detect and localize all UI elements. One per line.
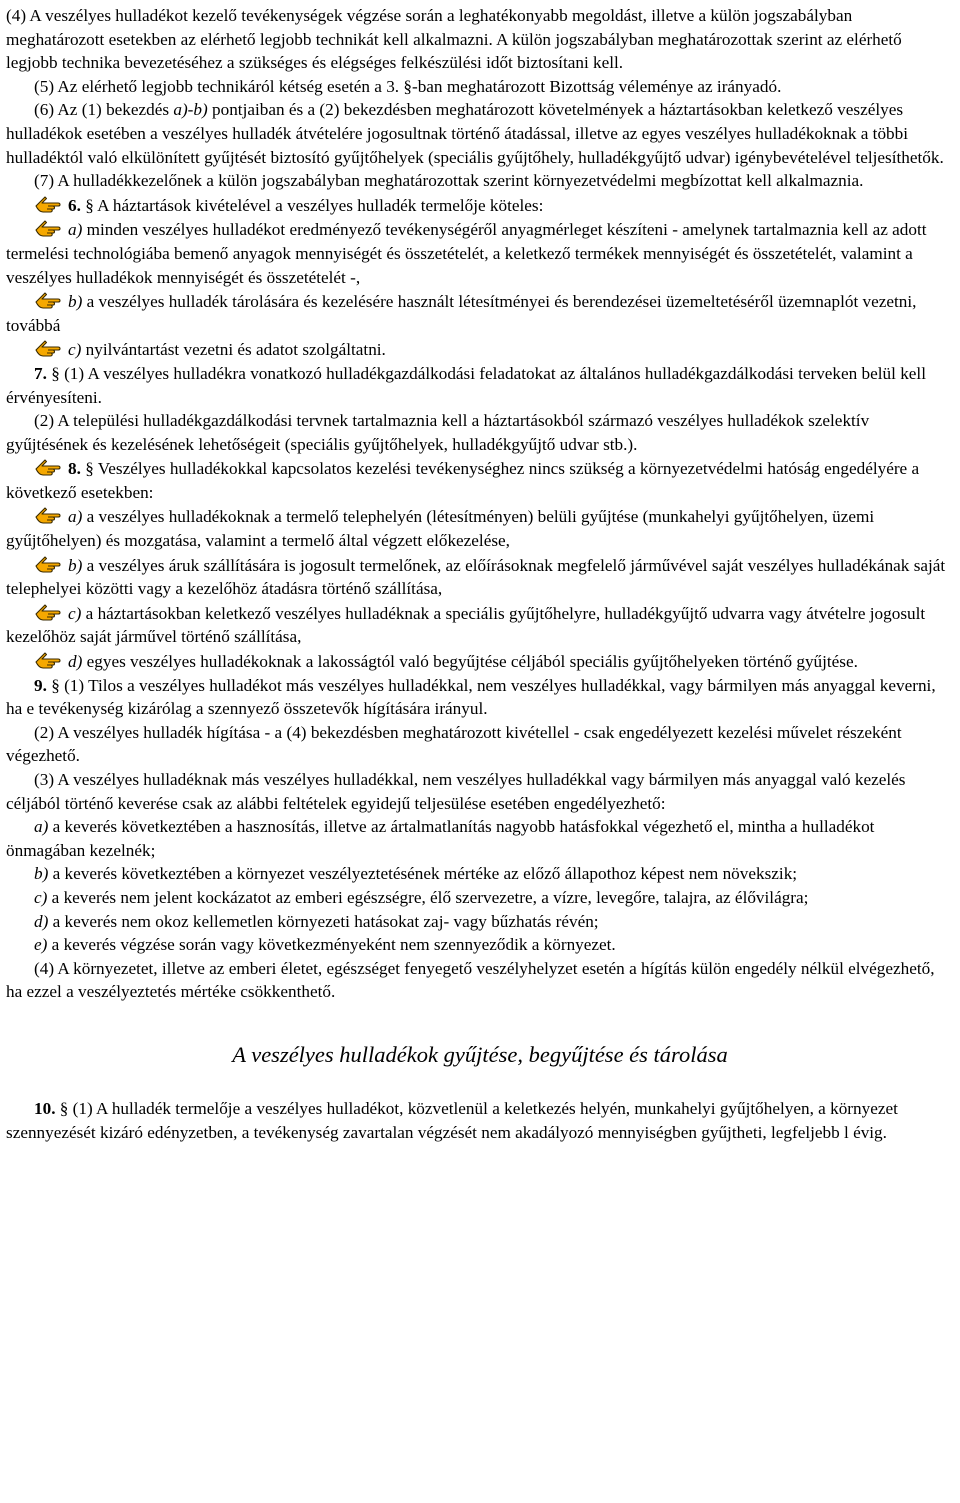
- paragraph-4: (4) A veszélyes hulladékot kezelő tevékenységek végzése során a leghatékonyabb megoldást, illetve a külön jogszabályban meghatározott esetekben az elérhető legjobb technikát kell alkalmazni. A külön jogszabályban meghatározottak szerint az elérhető legjobb technika bevezetéséhez a szükséges és elégséges felkészülési időt biztosítani kell.: [6, 6, 902, 73]
- pointing-hand-icon[interactable]: [34, 337, 62, 357]
- section-9-point-e: e) a keverés végzése során vagy következményeként nem szennyeződik a környezet.: [34, 935, 616, 955]
- section-9-2: (2) A veszélyes hulladék hígítása - a (4) bekezdésben meghatározott kivétellel - csak engedélyezett kezelési művelet részeként végezhető.: [6, 722, 902, 766]
- chapter-title: A veszélyes hulladékok gyűjtése, begyűjtése és tárolása: [232, 1041, 728, 1067]
- pointing-hand-icon[interactable]: [34, 649, 62, 669]
- pointing-hand-icon[interactable]: [34, 217, 62, 237]
- section-9-point-a: a) a keverés következtében a hasznosítás, illetve az ártalmatlanítás nagyobb hatásfokkal végezhető el, mintha a hulladékot önmagában kezelnék;: [6, 817, 875, 860]
- paragraph-6: (6) Az (1) bekezdés a)-b) pontjaiban és a (2) bekezdésben meghatározott követelmények a háztartásokban keletkező veszélyes hulladékok esetében a veszélyes hulladék átvételére jogosultnak történő átadással, illetve az egyes veszélyes hulladékoknak a többi hulladéktól való elkülönített gyűjtését biztosító gyűjtőhelyek (speciális gyűjtőhely, hulladékgyűjtő udvar) igénybevételével teljesíthetők.: [6, 100, 944, 167]
- section-9-1: 9. § (1) Tilos a veszélyes hulladékot más veszélyes hulladékkal, nem veszélyes hulladékkal, vagy bármilyen más anyaggal keverni, ha e tevékenység kizárólag a szennyező összetevők hígítására irányul.: [6, 675, 936, 719]
- section-8-point-a: a) a veszélyes hulladékoknak a termelő telephelyén (létesítményen) belüli gyűjtése (munkahelyi gyűjtőhelyen, üzemi gyűjtőhelyen) és mozgatása, valamint a termelő által végzett előkezelése,: [6, 504, 954, 552]
- section-9-point-c: c) a keverés nem jelent kockázatot az emberi egészségre, élő szervezetre, a vízre, levegőre, talajra, az élővilágra;: [34, 887, 809, 907]
- pointing-hand-icon[interactable]: [34, 289, 62, 309]
- section-6-point-b: b) a veszélyes hulladék tárolására és kezelésére használt létesítményei és berendezései üzemeltetéséről üzemnaplót vezetni, továbbá: [6, 289, 954, 337]
- section-8-point-b: b) a veszélyes áruk szállítására is jogosult termelőnek, az előírásoknak megfelelő járművével saját veszélyes hulladékának saját telephelyei közötti vagy a kezelőhöz átadásra történő szállítása,: [6, 553, 954, 601]
- section-8-point-d: d) egyes veszélyes hulladékoknak a lakosságtól való begyűjtése céljából speciális gyűjtőhelyeken történő gyűjtése.: [6, 649, 954, 674]
- paragraph-7: (7) A hulladékkezelőnek a külön jogszabályban meghatározottak szerint környezetvédelmi megbízottat kell alkalmaznia.: [34, 171, 864, 191]
- pointing-hand-icon[interactable]: [34, 601, 62, 621]
- paragraph-5: (5) Az elérhető legjobb technikáról kétség esetén a 3. §-ban meghatározott Bizottság véleménye az irányadó.: [34, 76, 782, 96]
- section-9-3: (3) A veszélyes hulladéknak más veszélyes hulladékkal, nem veszélyes hulladékkal vagy bármilyen más anyaggal való kezelés céljából történő keverése csak az alábbi feltételek egyidejű teljesülése esetében engedélyezhető:: [6, 770, 906, 813]
- section-8: 8. § Veszélyes hulladékokkal kapcsolatos kezelési tevékenységhez nincs szükség a környezetvédelmi hatóság engedélyére a következő esetekben:: [6, 456, 954, 504]
- section-7-2: (2) A települési hulladékgazdálkodási tervnek tartalmaznia kell a háztartásokból származó veszélyes hulladékok szelektív gyűjtésének és kezelésének lehetőségeit (speciális gyűjtőhelyek, hulladékgyűjtő udvar stb.).: [6, 411, 870, 454]
- pointing-hand-icon[interactable]: [34, 193, 62, 213]
- section-7-1: 7. § (1) A veszélyes hulladékra vonatkozó hulladékgazdálkodási feladatokat az általános hulladékgazdálkodási terveken belül kell érvényesíteni.: [6, 363, 926, 407]
- pointing-hand-icon[interactable]: [34, 504, 62, 524]
- section-9-point-d: d) a keverés nem okoz kellemetlen környezeti hatásokat zaj- vagy bűzhatás révén;: [34, 911, 599, 931]
- section-8-point-c: c) a háztartásokban keletkező veszélyes hulladéknak a speciális gyűjtőhelyre, hulladékgyűjtő udvarra vagy átvételre jogosult kezelőhöz saját járművel történő szállítása,: [6, 601, 954, 649]
- pointing-hand-icon[interactable]: [34, 456, 62, 476]
- section-6-point-c: c) nyilvántartást vezetni és adatot szolgáltatni.: [6, 337, 954, 362]
- section-10-1: 10. § (1) A hulladék termelője a veszélyes hulladékot, közvetlenül a keletkezés helyén, munkahelyi gyűjtőhelyen, a környezet szennyezését kizáró edényzetben, a tevékenység zavartalan végzését nem akadályozó mennyiségben gyűjtheti, legfeljebb l évig.: [6, 1098, 898, 1142]
- section-9-4: (4) A környezetet, illetve az emberi életet, egészséget fenyegető veszélyhelyzet esetén a hígítás külön engedély nélkül elvégezhető, ha ezzel a veszélyeztetés mértéke csökkenthető.: [6, 958, 935, 1002]
- pointing-hand-icon[interactable]: [34, 553, 62, 573]
- section-9-point-b: b) a keverés következtében a környezet veszélyeztetésének mértéke az előző állapothoz képest nem növekszik;: [34, 864, 798, 884]
- section-6: 6. § A háztartások kivételével a veszélyes hulladék termelője köteles:: [6, 193, 954, 218]
- section-6-point-a: a) minden veszélyes hulladékot eredményező tevékenységéről anyagmérleget készíteni - amelynek tartalmaznia kell az adott termelési technológiába bemenő anyagok mennyiségét és összetételét, a keletkező termékek mennyiségét és összetételét, valamint a veszélyes hulladékok mennyiségét és összetételét -,: [6, 217, 954, 289]
